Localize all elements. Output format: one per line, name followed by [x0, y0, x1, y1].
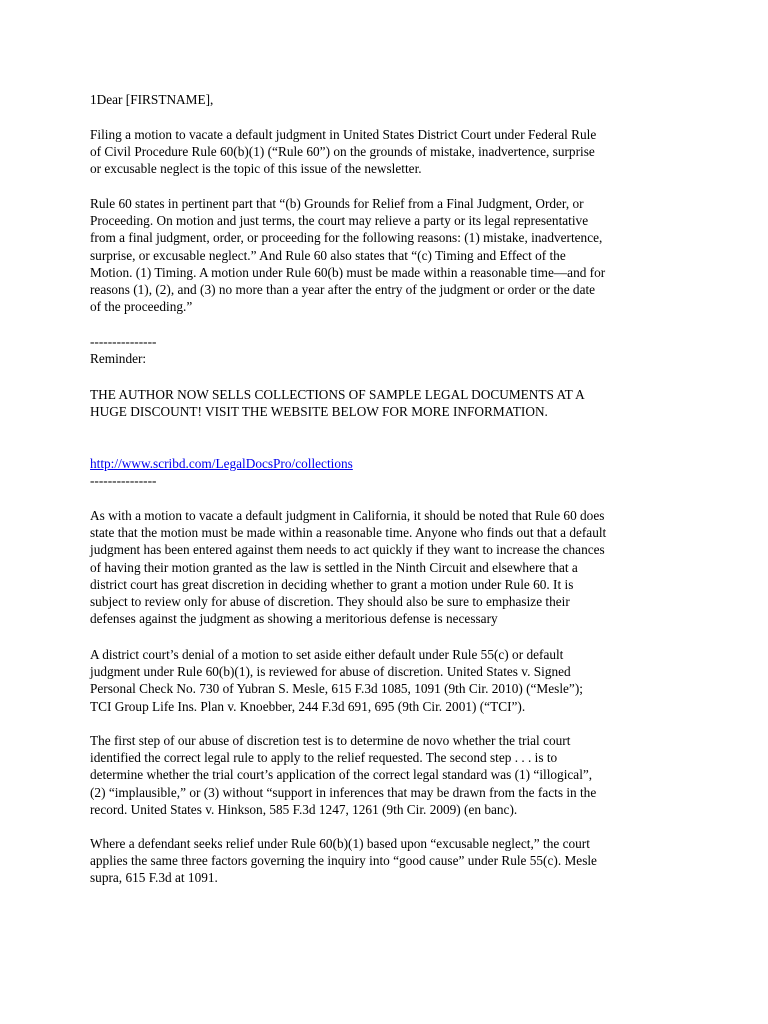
intro-paragraph: Filing a motion to vacate a default judgment in United States District Court under Federal Rule of Civil Procedure Rule 60(b)(1) (“Rule 60”) on the grounds of mistake, inadvertence, surprise or excusable neglect is the topic of this issue of the newsletter.: [90, 127, 597, 177]
excusable-neglect-paragraph: Where a defendant seeks relief under Rule 60(b)(1) based upon “excusable neglect,” the court applies the same three factors governing the inquiry into “good cause” under Rule 55(c). Mesle supra, 615 F.3d at 1091.: [90, 836, 597, 886]
website-link[interactable]: http://www.scribd.com/LegalDocsPro/collections: [90, 456, 353, 472]
rule-60-paragraph: Rule 60 states in pertinent part that “(b) Grounds for Relief from a Final Judgment, Order, or Proceeding. On motion and just terms, the court may relieve a party or its legal representative from a final judgment, order, or proceeding for the following reasons: (1) mistake, inadvertence, surprise, or excusable neglect.” And Rule 60 also states that “(c) Timing and Effect of the Motion. (1) Timing. A motion under Rule 60(b) must be made within a reasonable time—and for reasons (1), (2), and (3) no more than a year after the entry of the judgment or order or the date of the proceeding.”: [90, 196, 606, 315]
website-link-line: [90, 438, 690, 472]
reminder-label: Reminder:: [90, 351, 147, 366]
reminder-notice: THE AUTHOR NOW SELLS COLLECTIONS OF SAMPLE LEGAL DOCUMENTS AT A HUGE DISCOUNT! VISIT THE WEBSITE BELOW FOR MORE INFORMATION.: [90, 387, 585, 420]
divider-bottom: ---------------: [90, 473, 157, 488]
california-paragraph: As with a motion to vacate a default judgment in California, it should be noted that Rule 60 does state that the motion must be made within a reasonable time. Anyone who finds out that a default judgment has been entered against them needs to act quickly if they want to increase the chances of having their motion granted as the law is settled in the Ninth Circuit and elsewhere that a district court has great discretion in deciding whether to grant a motion under Rule 60. It is subject to review only for abuse of discretion. They should also be sure to emphasize their defenses against the judgment as showing a meritorious defense is necessary: [90, 508, 607, 627]
first-step-paragraph: The first step of our abuse of discretion test is to determine de novo whether the trial court identified the correct legal rule to apply to the relief requested. The second step . . . is to determine whether the trial court’s application of the correct legal standard was (1) “illogical”, (2) “implausible,” or (3) without “support in inferences that may be drawn from the facts in the record. United States v. Hinkson, 585 F.3d 1247, 1261 (9th Cir. 2009) (en banc).: [90, 733, 597, 817]
salutation: 1Dear [FIRSTNAME],: [90, 92, 214, 107]
divider-top: ---------------: [90, 334, 157, 349]
review-standard-paragraph: A district court’s denial of a motion to set aside either default under Rule 55(c) or default judgment under Rule 60(b)(1), is reviewed for abuse of discretion. United States v. Signed Personal Check No. 730 of Yubran S. Mesle, 615 F.3d 1085, 1091 (9th Cir. 2010) (“Mesle”); TCI Group Life Ins. Plan v. Knoebber, 244 F.3d 691, 695 (9th Cir. 2001) (“TCI”).: [90, 647, 583, 714]
